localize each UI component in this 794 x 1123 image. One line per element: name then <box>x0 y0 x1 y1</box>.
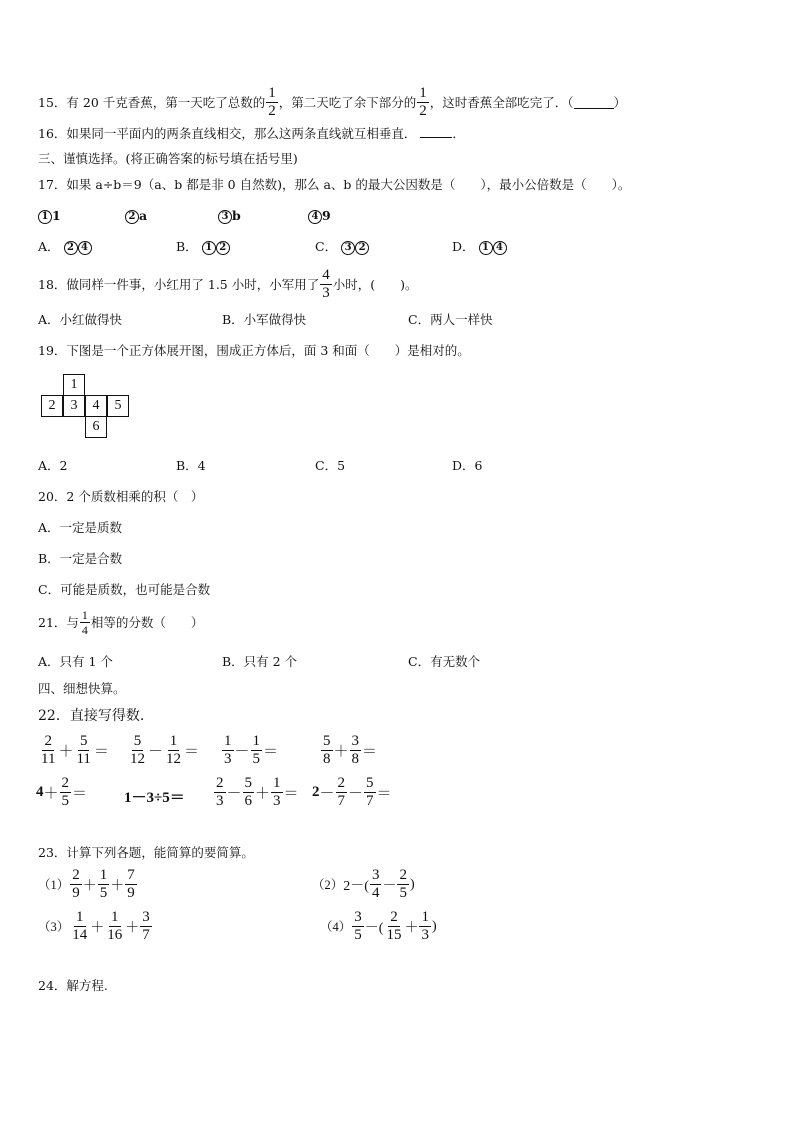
q17-item-3 <box>218 208 241 224</box>
calc-2: （2） 2－( $\frac{3}{4}$ － $\frac{2}{5}$ ) <box>312 867 415 901</box>
expression-4: $\frac{5}{8}$ ＋ $\frac{3}{8}$ ＝ <box>323 733 378 767</box>
question-text: 解方程. <box>66 978 108 993</box>
circled-number: 2 <box>64 241 78 255</box>
expression-3: $\frac{1}{3}$ － $\frac{1}{5}$ ＝ <box>224 733 279 767</box>
question-text: ，第二天吃了余下部分的 <box>278 94 417 110</box>
circled-number: 1 <box>38 210 52 224</box>
question-text: ． <box>452 126 465 141</box>
q17-item-2 <box>125 208 147 224</box>
q17-item-1 <box>38 208 61 224</box>
circled-number: 3 <box>218 210 232 224</box>
q17-option-c[interactable] <box>315 239 369 255</box>
question-text: 相等的分数（ ） <box>90 614 204 630</box>
question-24 <box>38 978 108 994</box>
calc-1: （1） $\frac{2}{9}$ ＋ $\frac{1}{5}$ ＋ $\frac{7}{9}$ <box>38 867 135 901</box>
question-number: 15． <box>38 94 67 110</box>
circled-number: 1 <box>479 241 493 255</box>
question-19 <box>38 343 470 359</box>
q19-option-c[interactable]: C．5 <box>315 458 346 473</box>
q18-option-b[interactable]: B．小军做得快 <box>222 312 307 327</box>
circled-number: 4 <box>308 210 322 224</box>
question-17 <box>38 177 630 193</box>
question-text: 小时，( )。 <box>332 276 418 292</box>
circled-number: 4 <box>78 241 92 255</box>
calc-label: （2） <box>312 877 344 892</box>
q20-option-b[interactable]: B．一定是合数 <box>38 551 123 566</box>
item-text: 9 <box>322 208 331 223</box>
net-face-3: 3 <box>63 395 85 417</box>
circled-number: 2 <box>216 241 230 255</box>
fraction: $\frac{1}{2}$ <box>268 85 276 119</box>
circled-number: 2 <box>355 241 369 255</box>
fraction: $\frac{1}{2}$ <box>419 85 427 119</box>
option-label: B． <box>176 239 198 254</box>
calc-label: （3） <box>38 919 70 934</box>
question-22 <box>38 708 144 724</box>
option-label: C． <box>315 239 338 254</box>
expression-2: $\frac{5}{12}$ － $\frac{1}{12}$ ＝ <box>130 733 200 767</box>
question-number: 21． <box>38 614 67 630</box>
item-text: b <box>232 208 241 223</box>
circled-number: 4 <box>493 241 507 255</box>
fraction: $\frac{4}{3}$ <box>322 267 330 301</box>
question-text: 如果 a÷b＝9（a、b 都是非 0 自然数)，那么 a、b 的最大公因数是（ ），最小公倍数是（ ）。 <box>66 177 631 192</box>
question-16 <box>38 126 465 142</box>
question-number: 20． <box>38 489 67 504</box>
q21-option-c[interactable]: C．有无数个 <box>408 654 481 669</box>
question-text: 2 个质数相乘的积（ ） <box>66 489 204 504</box>
item-text: a <box>139 208 148 223</box>
net-face-5: 5 <box>107 395 129 417</box>
expression-6: 1－3÷5＝ <box>124 790 185 806</box>
q21-option-a[interactable]: A．只有 1 个 <box>38 654 113 669</box>
q18-option-a[interactable]: A．小红做得快 <box>38 312 123 327</box>
question-20 <box>38 489 203 505</box>
net-face-1: 1 <box>63 374 85 396</box>
question-text: 如果同一平面内的两条直线相交，那么这两条直线就互相垂直． <box>66 126 417 141</box>
net-face-2: 2 <box>41 395 63 417</box>
net-face-6: 6 <box>85 416 107 438</box>
question-text: 直接写得数. <box>69 708 145 724</box>
question-number: 16． <box>38 126 67 141</box>
section-heading: 四、细想快算。 <box>38 681 126 696</box>
question-text: 下图是一个正方体展开图，围成正方体后，面 3 和面（ ）是相对的。 <box>66 343 470 358</box>
fraction: $\frac{1}{4}$ <box>81 608 88 637</box>
calc-label: （4） <box>320 919 352 934</box>
expression-8: 2 － $\frac{2}{7}$ － $\frac{5}{7}$ ＝ <box>312 775 392 809</box>
question-text: 做同样一件事，小红用了 1.5 小时，小军用了 <box>66 276 320 292</box>
calc-3: （3） $\frac{1}{14}$ ＋ $\frac{1}{16}$ ＋ $\frac{3}{7}$ <box>38 909 150 943</box>
question-15 <box>38 86 626 119</box>
circled-number: 1 <box>202 241 216 255</box>
question-21 <box>38 609 203 636</box>
expression-1: $\frac{2}{11}$ ＋ $\frac{5}{11}$ ＝ <box>41 733 109 767</box>
calc-4: （4） $\frac{3}{5}$ －( $\frac{2}{15}$ ＋ $\frac{1}{3}$ ) <box>320 909 437 943</box>
q17-item-4 <box>308 208 331 224</box>
q19-option-d[interactable]: D．6 <box>452 458 483 473</box>
q19-option-a[interactable]: A．2 <box>38 458 68 473</box>
net-face-4: 4 <box>85 395 107 417</box>
q20-option-a[interactable]: A．一定是质数 <box>38 520 123 535</box>
circled-number: 3 <box>341 241 355 255</box>
q21-option-b[interactable]: B．只有 2 个 <box>222 654 298 669</box>
question-23 <box>38 845 254 861</box>
q17-option-b[interactable] <box>176 239 230 255</box>
question-text: 有 20 千克香蕉，第一天吃了总数的 <box>66 94 266 110</box>
question-text: 计算下列各题，能简算的要简算。 <box>66 845 254 860</box>
option-label: A． <box>38 239 60 254</box>
answer-blank[interactable] <box>574 96 614 109</box>
answer-blank[interactable] <box>420 127 452 138</box>
question-text: 与 <box>66 614 79 630</box>
section-heading: 三、谨慎选择。(将正确答案的标号填在括号里) <box>38 151 298 166</box>
q18-option-c[interactable]: C．两人一样快 <box>408 312 493 327</box>
question-number: 18． <box>38 276 67 292</box>
item-text: 1 <box>52 208 61 223</box>
question-number: 17． <box>38 177 67 192</box>
q20-option-c[interactable]: C．可能是质数，也可能是合数 <box>38 582 211 597</box>
question-text: ） <box>613 94 627 110</box>
expression-7: $\frac{2}{3}$ － $\frac{5}{6}$ ＋ $\frac{1}{3}$ ＝ <box>216 775 299 809</box>
calc-label: （1） <box>38 877 70 892</box>
question-number: 19． <box>38 343 67 358</box>
question-number: 22． <box>38 708 70 724</box>
q19-option-b[interactable]: B．4 <box>176 458 206 473</box>
q17-option-d[interactable] <box>452 239 507 255</box>
expression-5: 4 ＋ $\frac{2}{5}$ ＝ <box>36 775 88 809</box>
question-number: 24． <box>38 978 67 993</box>
option-label: D． <box>452 239 475 254</box>
q17-option-a[interactable] <box>38 239 92 255</box>
circled-number: 2 <box>125 210 139 224</box>
question-18 <box>38 268 418 301</box>
question-text: ，这时香蕉全部吃完了．（ <box>429 94 574 110</box>
question-number: 23． <box>38 845 67 860</box>
